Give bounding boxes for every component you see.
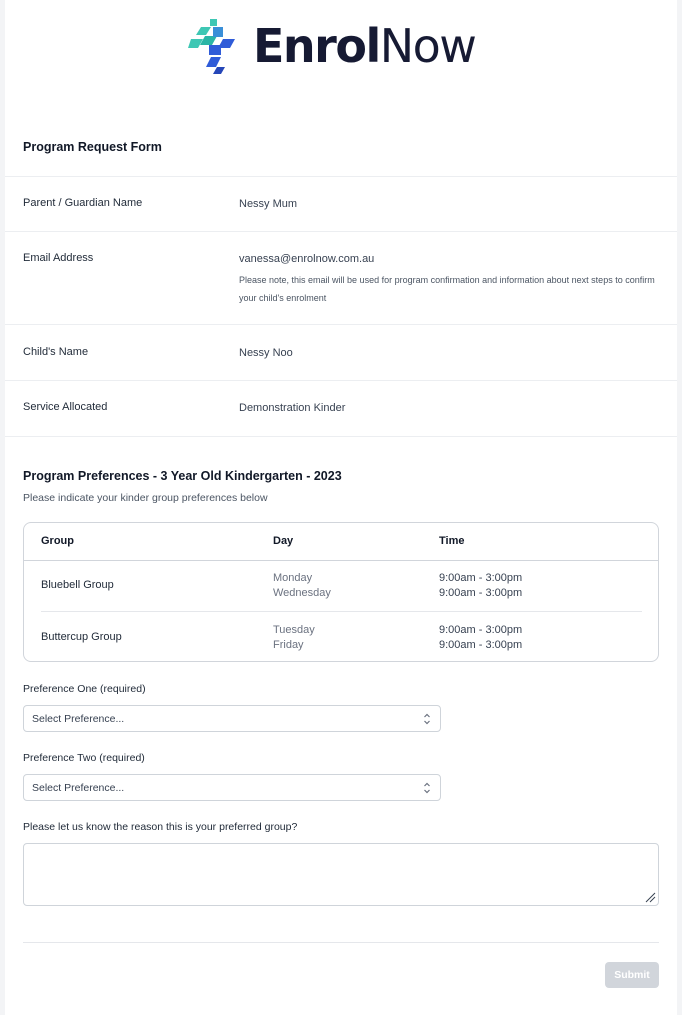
pref-two-select[interactable] [23, 774, 441, 801]
row-2-day-1: Tuesday [273, 624, 315, 636]
header-day: Day [273, 535, 294, 547]
service-value: Demonstration Kinder [239, 402, 346, 414]
select-arrows-icon [423, 781, 431, 795]
pref-one-label: Preference One (required) [23, 683, 146, 695]
row-1-day-1: Monday [273, 572, 313, 584]
parent-value: Nessy Mum [239, 198, 298, 210]
reason-label: Please let us know the reason this is your preferred group? [23, 821, 298, 833]
header-time: Time [439, 535, 465, 547]
parent-row [5, 176, 677, 232]
row-2-time-1: 9:00am - 3:00pm [439, 624, 523, 636]
row-1-time-2: 9:00am - 3:00pm [439, 587, 523, 599]
pref-one-placeholder: Select Preference... [32, 713, 125, 725]
child-row [5, 324, 677, 381]
brand-wordmark: EnrolNow [253, 19, 476, 73]
email-value: vanessa@enrolnow.com.au [239, 253, 375, 265]
child-value: Nessy Noo [239, 347, 293, 359]
service-row [5, 380, 677, 437]
row-divider [41, 611, 642, 612]
row-1-group: Bluebell Group [41, 579, 114, 591]
child-label: Child's Name [23, 346, 89, 358]
pref-two-placeholder: Select Preference... [32, 782, 125, 794]
select-arrows-icon [423, 712, 431, 726]
email-note: Please note, this email will be used for program confirmation and information about next steps to confirm your child's enrolment [239, 275, 655, 303]
submit-button[interactable]: Submit [605, 962, 659, 988]
preferences-title: Program Preferences - 3 Year Old Kindergarten - 2023 [23, 469, 342, 483]
row-2-day-2: Friday [273, 639, 304, 651]
brand-logo [187, 14, 475, 78]
pref-two-label: Preference Two (required) [23, 752, 145, 764]
groups-table [23, 522, 659, 662]
resize-grip-icon[interactable] [644, 891, 656, 903]
service-label: Service Allocated [23, 401, 108, 413]
row-1-day-2: Wednesday [273, 587, 331, 599]
row-2-group: Buttercup Group [41, 631, 122, 643]
form-card [5, 0, 677, 1015]
email-label: Email Address [23, 252, 94, 264]
enrolnow-logo-icon [187, 17, 245, 75]
form-title: Program Request Form [23, 140, 162, 154]
row-1-time-1: 9:00am - 3:00pm [439, 572, 523, 584]
email-row [5, 231, 677, 325]
reason-textarea[interactable] [23, 843, 659, 906]
footer-divider [23, 942, 659, 943]
parent-label: Parent / Guardian Name [23, 197, 143, 209]
preferences-subtitle: Please indicate your kinder group preferences below [23, 492, 268, 504]
pref-one-select[interactable] [23, 705, 441, 732]
header-group: Group [41, 535, 74, 547]
table-header [24, 523, 658, 561]
row-2-time-2: 9:00am - 3:00pm [439, 639, 523, 651]
